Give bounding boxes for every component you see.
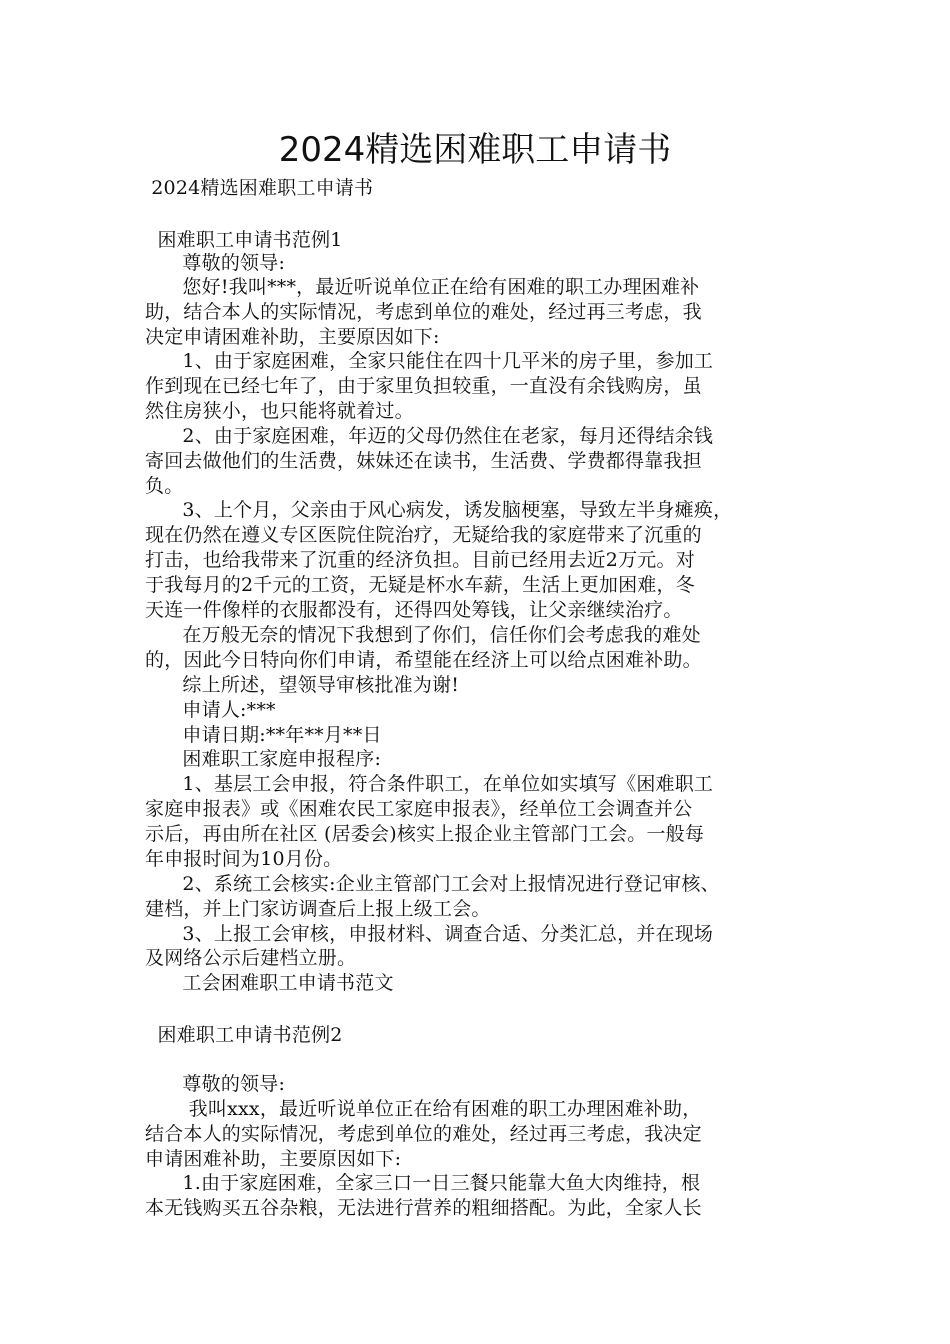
body-line: 作到现在已经七年了，由于家里负担较重，一直没有余钱购房，虽 bbox=[145, 375, 702, 397]
date-line: 申请日期:**年**月**日 bbox=[145, 724, 382, 746]
document-title: 2024精选困难职工申请书 bbox=[278, 130, 672, 170]
body-line: 打击，也给我带来了沉重的经济负担。目前已经用去近2万元。对 bbox=[145, 549, 695, 571]
body-line: 1、由于家庭困难，全家只能住在四十几平米的房子里，参加工 bbox=[145, 350, 714, 372]
body-line: 寄回去做他们的生活费，妹妹还在读书，生活费、学费都得靠我担 bbox=[145, 450, 702, 472]
body-line: 2、系统工会核实:企业主管部门工会对上报情况进行登记审核、 bbox=[145, 873, 720, 895]
body-line: 天连一件像样的衣服都没有，还得四处筹钱，让父亲继续治疗。 bbox=[145, 599, 683, 621]
body-line: 现在仍然在遵义专区医院住院治疗，无疑给我的家庭带来了沉重的 bbox=[145, 524, 702, 546]
body-line: 的，因此今日特向你们申请，希望能在经济上可以给点困难补助。 bbox=[145, 649, 702, 671]
body-line: 负。 bbox=[145, 475, 184, 497]
body-line: 在万般无奈的情况下我想到了你们，信任你们会考虑我的难处 bbox=[145, 624, 701, 646]
body-line: 家庭申报表》或《困难农民工家庭申报表》，经单位工会调查并公 bbox=[145, 798, 693, 820]
body-line: 申请困难补助，主要原因如下: bbox=[145, 1148, 402, 1170]
body-line: 您好!我叫***，最近听说单位正在给有困难的职工办理困难补 bbox=[145, 276, 700, 298]
body-line: 助，结合本人的实际情况，考虑到单位的难处，经过再三考虑，我 bbox=[145, 301, 702, 323]
body-line: 综上所述，望领导审核批准为谢! bbox=[145, 674, 460, 696]
body-line: 1、基层工会申报，符合条件职工，在单位如实填写《困难职工 bbox=[145, 773, 714, 795]
body-line: 本无钱购买五谷杂粮，无法进行营养的粗细搭配。为此，全家人长 bbox=[145, 1197, 702, 1219]
body-line: 建档，并上门家访调查后上报上级工会。 bbox=[145, 898, 491, 920]
section-heading: 困难职工申请书范例2 bbox=[145, 1024, 343, 1046]
body-line: 及网络公示后建档立册。 bbox=[145, 947, 357, 969]
body-line: 2、由于家庭困难，年迈的父母仍然住在老家，每月还得结余钱 bbox=[145, 425, 714, 447]
body-line: 3、上个月，父亲由于风心病发，诱发脑梗塞，导致左半身瘫痪， bbox=[145, 499, 733, 521]
body-line: 于我每月的2千元的工资，无疑是杯水车薪，生活上更加困难，冬 bbox=[145, 574, 695, 596]
body-line: 工会困难职工申请书范文 bbox=[145, 972, 394, 994]
section-heading: 困难职工申请书范例1 bbox=[145, 229, 343, 251]
subtitle-line: 2024精选困难职工申请书 bbox=[145, 177, 374, 199]
body-line: 然住房狭小，也只能将就着过。 bbox=[145, 400, 414, 422]
applicant-line: 申请人:*** bbox=[145, 699, 276, 721]
salutation: 尊敬的领导: bbox=[145, 252, 286, 274]
body-line: 年申报时间为10月份。 bbox=[145, 848, 343, 870]
body-line: 3、上报工会审核，申报材料、调查合适、分类汇总，并在现场 bbox=[145, 923, 714, 945]
body-line: 我叫xxx，最近听说单位正在给有困难的职工办理困难补助， bbox=[145, 1098, 702, 1120]
body-line: 困难职工家庭申报程序: bbox=[145, 748, 382, 770]
body-line: 1.由于家庭困难，全家三口一日三餐只能靠大鱼大肉维持，根 bbox=[145, 1172, 701, 1194]
body-line: 示后，再由所在社区 (居委会)核实上报企业主管部门工会。一般每 bbox=[145, 823, 705, 845]
salutation: 尊敬的领导: bbox=[145, 1073, 286, 1095]
body-line: 结合本人的实际情况，考虑到单位的难处，经过再三考虑，我决定 bbox=[145, 1123, 702, 1145]
body-line: 决定申请困难补助，主要原因如下: bbox=[145, 326, 440, 348]
